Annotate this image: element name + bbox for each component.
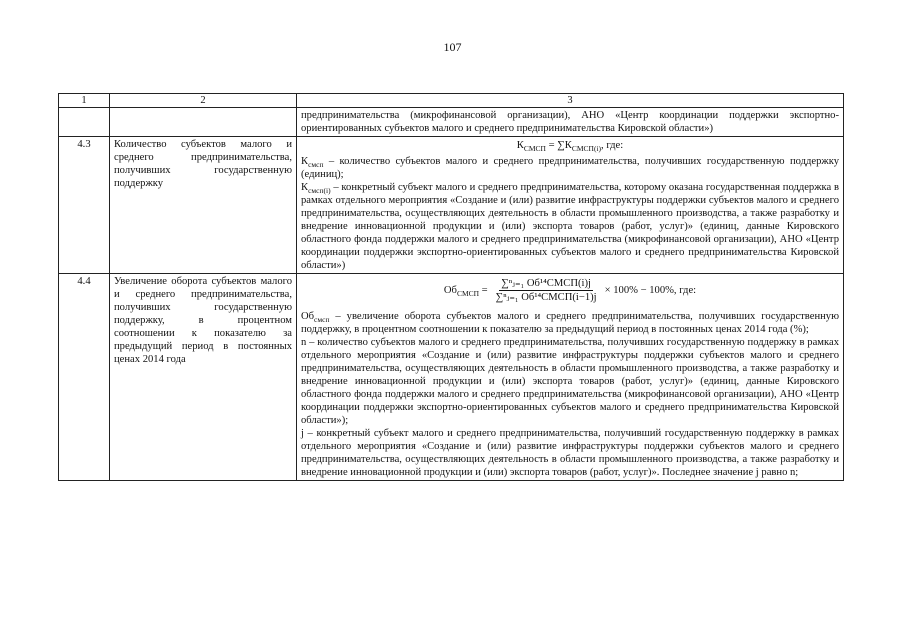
formula-fraction — [494, 277, 599, 304]
method-cell — [297, 274, 844, 481]
cont-indicator-cell — [110, 108, 297, 137]
indicator-name: Увеличение оборота субъектов малого и среднего предпринимательства, получивших государственную поддержку, в процентном соотношении к показателю за предыдущий период в постоянных ценах 2014 года — [110, 274, 297, 481]
header-col-3: 3 — [297, 94, 844, 108]
definition-j: j – конкретный субъект малого и среднего предпринимательства, получивший государственную поддержку в рамках отдельного мероприятия «Создание и (или) развитие инфраструктуры поддержки субъектов малого и среднего предпринимательства, осуществляющих деятельность в области промышленного производства, а также разработку и внедрение инновационной продукции и (или) экспорта товаров (работ, услуг)». Последнее значение j равно n; — [301, 428, 839, 478]
method-cell — [297, 137, 844, 274]
definition-ob-smsp: $Об_{смсп}$ – увеличение оборота субъектов малого и среднего предпринимательства, получивших государственную поддержку, в процентном соотношении к показателю за предыдущий период в постоянных ценах 2014 года (%); — [301, 311, 839, 335]
row-number: 4.4 — [59, 274, 110, 481]
table-row-4-4 — [59, 274, 844, 481]
header-col-1: 1 — [59, 94, 110, 108]
indicators-table — [58, 93, 844, 481]
header-row — [59, 94, 844, 108]
fraction-numerator: ∑ⁿⱼ₌₁ Об¹⁴СМСП(i)j — [501, 278, 591, 289]
formula-ob-smsp: $Об_{СМСП}$ = $\frac{\text{∑ⁿⱼ₌₁ Об¹⁴СМСП(i)j}}{\text{∑ⁿⱼ₌₁ Об¹⁴СМСП(i−1)j}}$ × 100% − 100%, где: — [443, 278, 697, 303]
indicator-name: Количество субъектов малого и среднего предпринимательства, получивших государственную поддержку — [110, 137, 297, 274]
header-col-2: 2 — [110, 94, 297, 108]
definition-k-smsp: $К_{смсп}$ – количество субъектов малого и среднего предпринимательства, получивших государственную поддержку (единиц); — [301, 156, 839, 180]
page-number: 107 — [443, 40, 462, 54]
definition-n: n – количество субъектов малого и среднего предпринимательства, получивших государственную поддержку в рамках отдельного мероприятия «Создание и (или) развитие инфраструктуры поддержки субъектов малого и среднего предпринимательства, осуществляющих деятельность в области промышленного производства, а также разработку и внедрение инновационной продукции и (или) экспорта товаров (работ, услуг)» (единиц, данные Кировского областного фонда поддержки малого и среднего предпринимательства (микрофинансовой организации), АНО «Центр координации поддержки экспортно-ориентированных субъектов малого и среднего предпринимательства Кировской области»); — [301, 337, 839, 426]
formula-k-smsp: $К_{СМСП} = \sum К_{СМСП(i)}$, где: — [516, 140, 624, 154]
continuation-row — [59, 108, 844, 137]
cont-text: предпринимательства (микрофинансовой организации), АНО «Центр координации поддержки экспортно-ориентированных субъектов малого и среднего предпринимательства Кировской области») — [297, 108, 844, 137]
cont-num-cell — [59, 108, 110, 137]
fraction-denominator: ∑ⁿⱼ₌₁ Об¹⁴СМСП(i−1)j — [495, 292, 597, 303]
definition-k-smsp-i: $К_{смсп(i)}$ – конкретный субъект малого и среднего предпринимательства, которому оказана государственная поддержка в рамках отдельного мероприятия «Создание и (или) развитие инфраструктуры поддержки субъектов малого и среднего предпринимательства, осуществляющих деятельность в области промышленного производства, а также разработку и внедрение инновационной продукции и (или) экспорта товаров (работ, услуг)» (единиц, данные Кировского областного фонда поддержки малого и среднего предпринимательства (микрофинансовой организации), АНО «Центр координации поддержки экспортно-ориентированных субъектов малого и среднего предпринимательства Кировской области») — [301, 182, 839, 271]
row-number: 4.3 — [59, 137, 110, 274]
table-row-4-3 — [59, 137, 844, 274]
